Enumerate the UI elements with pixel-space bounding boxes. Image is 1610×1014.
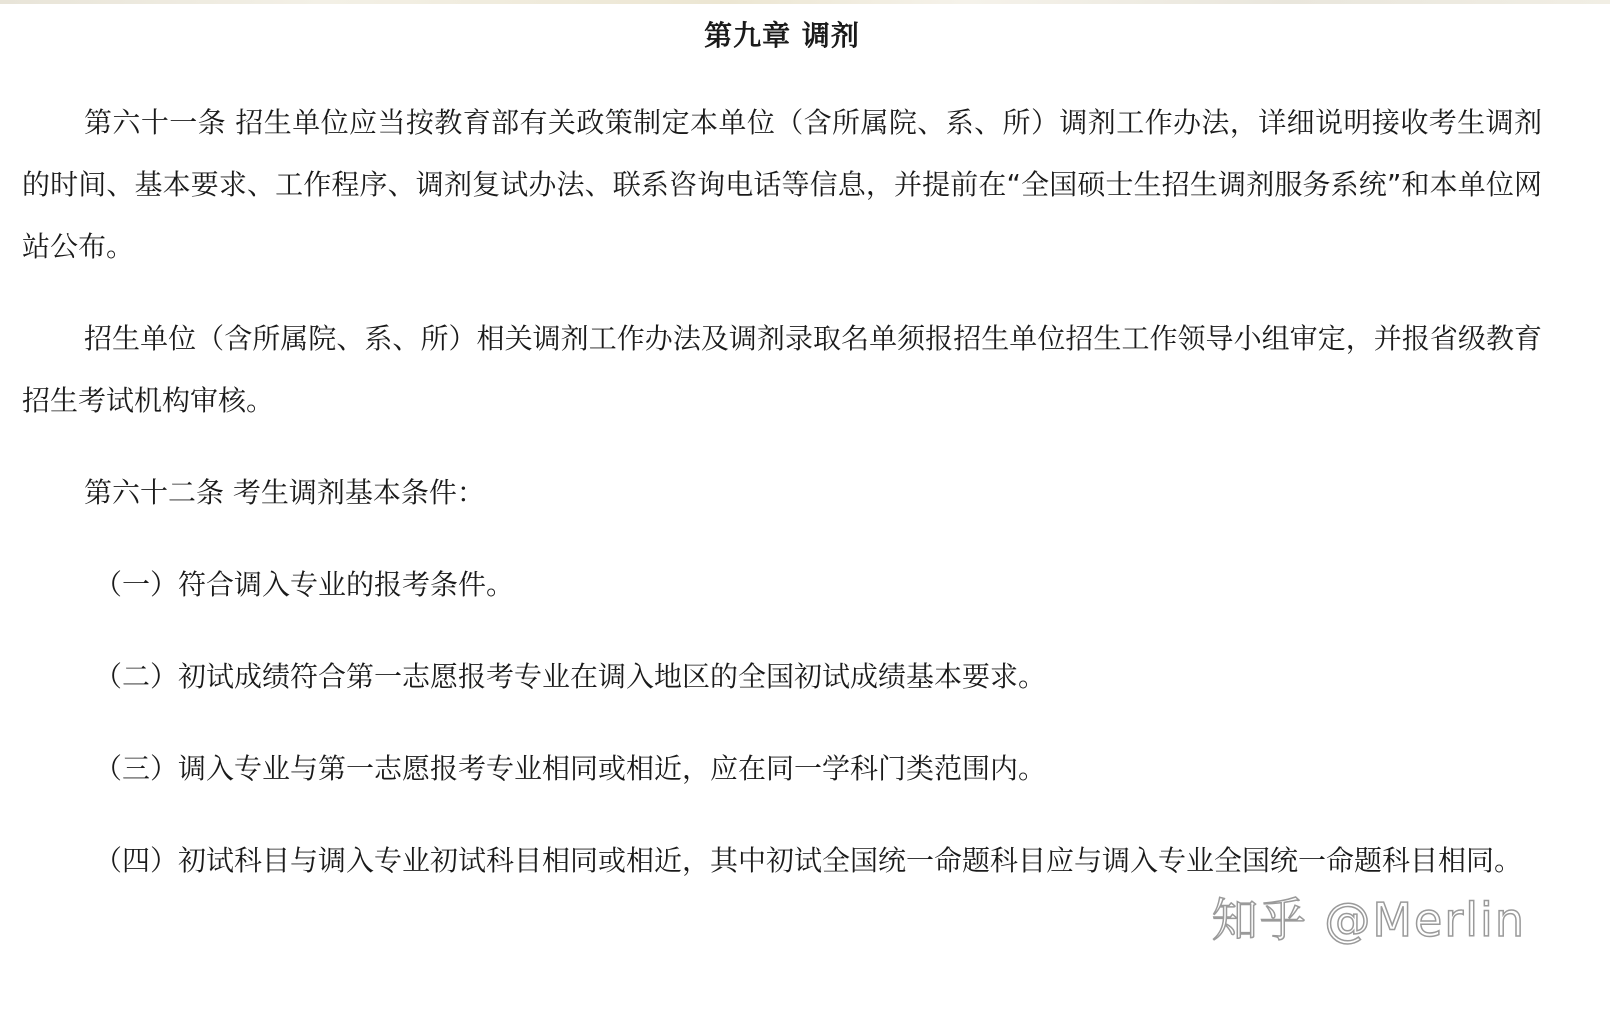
article-61-paragraph: 第六十一条 招生单位应当按教育部有关政策制定本单位（含所属院、系、所）调剂工作办法，详细说明接收考生调剂的时间、基本要求、工作程序、调剂复试办法、联系咨询电话等信息，并提前在“全国硕士生招生调剂服务系统”和本单位网站公布。 (22, 106, 1542, 263)
chapter-title: 第九章 调剂 (704, 19, 860, 52)
condition-item-3: （三）调入专业与第一志愿报考专业相同或相近，应在同一学科门类范围内。 (94, 752, 1047, 785)
condition-item-2: （二）初试成绩符合第一志愿报考专业在调入地区的全国初试成绩基本要求。 (94, 660, 1047, 693)
top-image-edge (0, 0, 1610, 4)
zhihu-watermark: 知乎 @Merlin (1211, 893, 1526, 947)
document-body (22, 14, 1542, 892)
condition-item-4: （四）初试科目与调入专业初试科目相同或相近，其中初试全国统一命题科目应与调入专业全国统一命题科目相同。 (94, 844, 1523, 877)
article-62-heading: 第六十二条 考生调剂基本条件： (84, 476, 485, 509)
article-61-second-paragraph: 招生单位（含所属院、系、所）相关调剂工作办法及调剂录取名单须报招生单位招生工作领导小组审定，并报省级教育招生考试机构审核。 (22, 322, 1542, 417)
condition-item-1: （一）符合调入专业的报考条件。 (94, 568, 515, 601)
